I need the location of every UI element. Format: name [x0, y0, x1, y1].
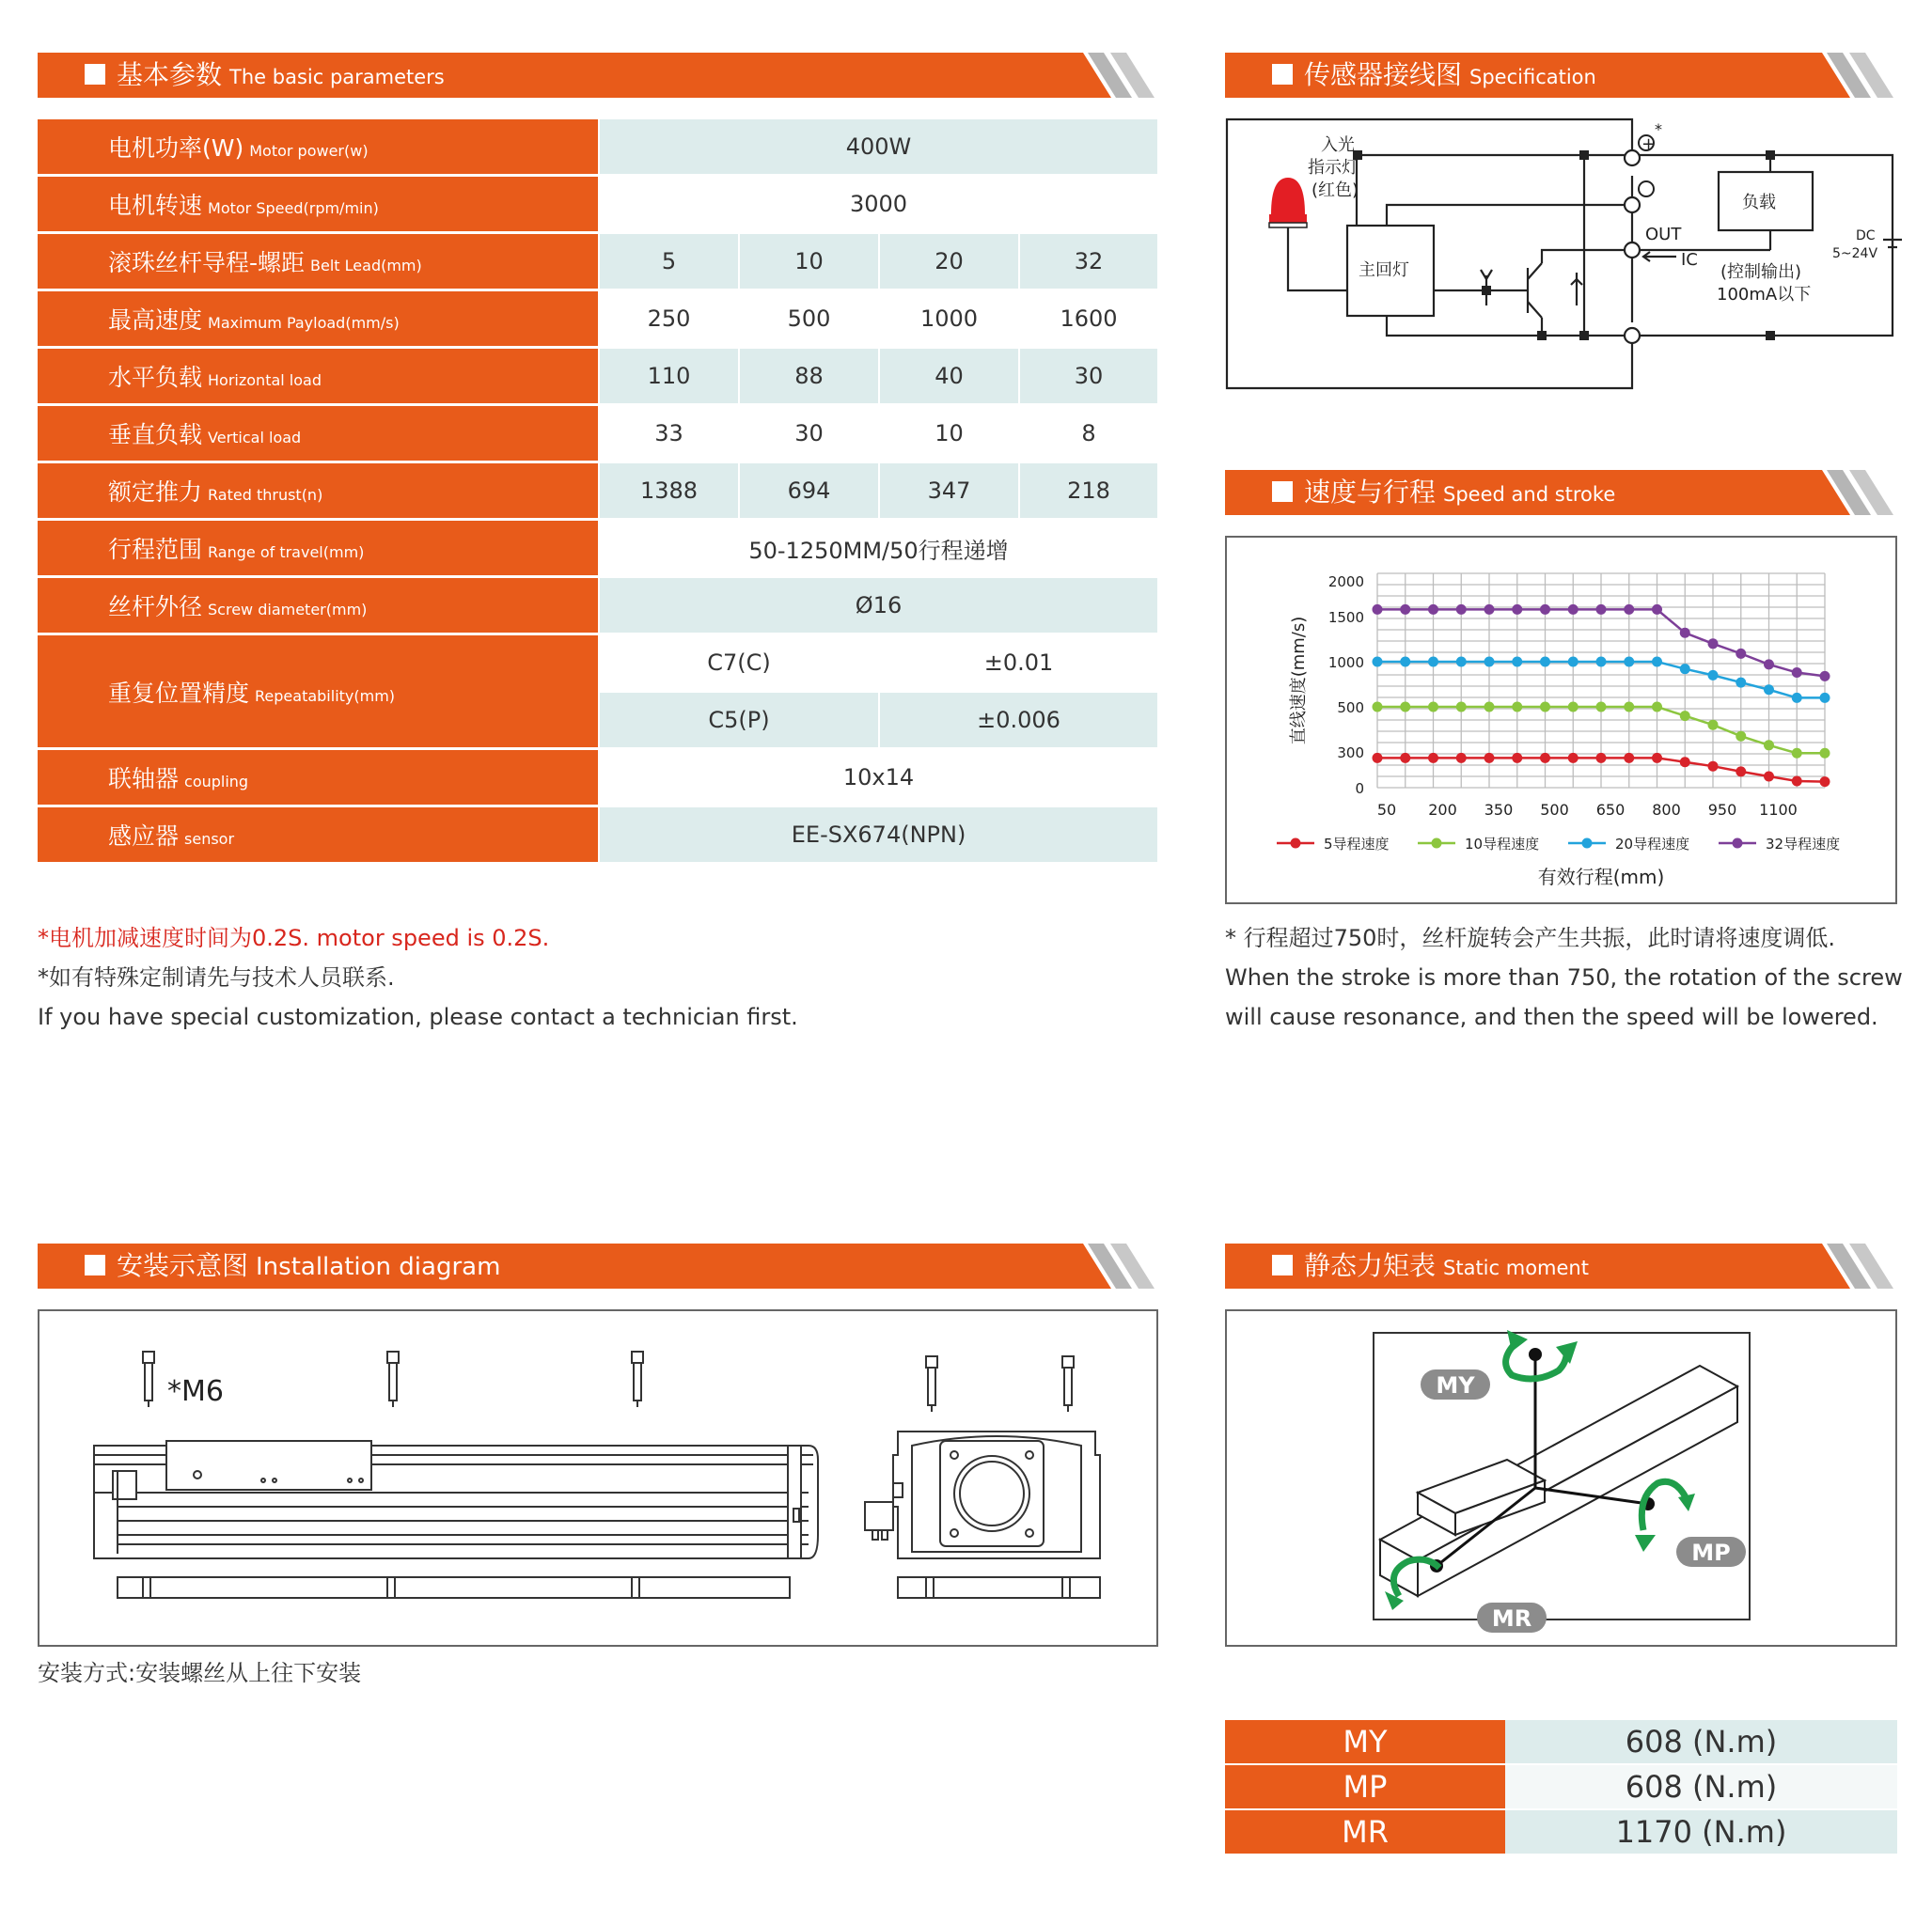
out-label: OUT: [1645, 225, 1682, 244]
data-point: [1596, 657, 1607, 667]
speed-stroke-chart: [1225, 536, 1897, 904]
param-row-sensor: [38, 806, 1158, 864]
section-title-zh: 静态力矩表: [1304, 1250, 1437, 1281]
data-point: [1373, 604, 1383, 615]
header-square-icon: [1272, 64, 1293, 85]
moment-value: 1170 (N.m): [1505, 1809, 1897, 1854]
x-tick-label: 650: [1595, 801, 1626, 819]
actuator-side-view: [94, 1441, 818, 1598]
section-header-sensor: [1225, 53, 1897, 98]
param-value: 10x14: [599, 749, 1158, 806]
param-row-lead: [38, 233, 1158, 290]
sensor-wiring-diagram: [1225, 117, 1902, 399]
data-point: [1540, 753, 1550, 763]
data-point: [1512, 702, 1522, 712]
section-title-en: Installation diagram: [256, 1253, 501, 1281]
data-point: [1596, 604, 1607, 615]
note-line: If you have special customization, please contact a technician first.: [38, 1004, 798, 1030]
param-label-zh: 额定推力: [108, 478, 203, 506]
legend-swatch-dot: [1291, 838, 1301, 849]
param-label-zh: 电机转速: [108, 192, 203, 219]
data-point: [1484, 604, 1495, 615]
param-label-zh: 滚珠丝杆导程-螺距: [108, 249, 306, 276]
param-label-zh: 丝杆外径: [108, 593, 203, 620]
param-label-en: Horizontal load: [208, 371, 322, 389]
data-point: [1456, 604, 1467, 615]
data-point: [1373, 753, 1383, 763]
x-tick-label: 200: [1428, 801, 1457, 819]
param-value: 10: [739, 233, 879, 290]
lamp-icon: [1269, 178, 1307, 227]
data-point: [1484, 702, 1495, 712]
data-point: [1540, 702, 1550, 712]
data-point: [1400, 753, 1410, 763]
ic-label: IC: [1681, 250, 1698, 270]
y-tick-label: 0: [1355, 780, 1364, 797]
note-line: will cause resonance, and then the speed will be lowered.: [1225, 1004, 1878, 1030]
param-value: 32: [1019, 233, 1158, 290]
data-point: [1764, 684, 1774, 695]
param-value: 50-1250MM/50行程递增: [599, 520, 1158, 577]
data-point: [1568, 753, 1579, 763]
static-moment-diagram: [1225, 1309, 1897, 1647]
data-point: [1792, 748, 1802, 759]
param-row-screw-diameter: [38, 577, 1158, 634]
param-label-zh: 最高速度: [108, 306, 203, 334]
data-point: [1736, 731, 1746, 742]
screw-icon: [1062, 1356, 1074, 1412]
param-value: 20: [879, 233, 1019, 290]
mp-badge-label: MP: [1691, 1540, 1731, 1566]
data-point: [1652, 702, 1662, 712]
y-tick-label: 1500: [1327, 609, 1364, 626]
lamp-label-3: (红色): [1312, 180, 1359, 200]
data-point: [1680, 757, 1690, 767]
star-symbol: *: [1655, 120, 1662, 138]
section-title-en: Specification: [1469, 66, 1596, 88]
screw-icon: [143, 1352, 154, 1407]
data-point: [1512, 604, 1522, 615]
param-value: Ø16: [599, 577, 1158, 634]
param-row-travel: [38, 520, 1158, 577]
section-title-zh: 速度与行程: [1304, 477, 1437, 508]
param-row-rated-thrust: [38, 462, 1158, 520]
param-label-zh: 行程范围: [108, 536, 203, 563]
data-point: [1736, 649, 1746, 659]
x-tick-label: 1100: [1759, 801, 1798, 819]
param-value: 1000: [879, 290, 1019, 348]
param-value: 30: [1019, 348, 1158, 405]
data-point: [1624, 753, 1634, 763]
data-point: [1708, 638, 1719, 649]
section-title-en: Speed and stroke: [1443, 483, 1616, 506]
data-point: [1428, 604, 1438, 615]
my-badge-label: MY: [1436, 1372, 1475, 1399]
param-row-max-speed: [38, 290, 1158, 348]
main-lamp-label: 主回灯: [1359, 260, 1409, 280]
mr-badge-label: MR: [1491, 1605, 1532, 1632]
data-point: [1596, 753, 1607, 763]
data-point: [1484, 753, 1495, 763]
lamp-label-2: 指示灯: [1308, 158, 1359, 178]
data-point: [1736, 678, 1746, 688]
param-row-vertical-load: [38, 405, 1158, 462]
moment-value: 608 (N.m): [1505, 1764, 1897, 1809]
data-point: [1568, 702, 1579, 712]
legend-entry: 10导程速度: [1465, 836, 1540, 853]
header-square-icon: [1272, 481, 1293, 502]
data-point: [1400, 702, 1410, 712]
param-label-en: Belt Lead(mm): [310, 257, 422, 274]
param-row-coupling: [38, 749, 1158, 806]
param-value: 8: [1019, 405, 1158, 462]
x-tick-label: 500: [1540, 801, 1569, 819]
data-point: [1764, 659, 1774, 669]
data-point: [1708, 720, 1719, 730]
data-point: [1708, 761, 1719, 772]
static-moment-table: [1225, 1720, 1897, 1855]
section-header-static: [1225, 1244, 1897, 1289]
note-line: * 行程超过750时，丝杆旋转会产生共振，此时请将速度调低.: [1225, 925, 1836, 951]
param-label-en: Rated thrust(n): [208, 486, 323, 504]
data-point: [1540, 604, 1550, 615]
data-point: [1708, 670, 1719, 681]
basic-parameters-table: [38, 119, 1159, 865]
param-value: 33: [599, 405, 739, 462]
param-value: ±0.006: [879, 692, 1158, 749]
note-line: When the stroke is more than 750, the rotation of the screw: [1225, 964, 1903, 991]
data-point: [1568, 604, 1579, 615]
moment-row: [1225, 1764, 1897, 1809]
param-value: 40: [879, 348, 1019, 405]
param-label-zh: 垂直负载: [108, 421, 203, 448]
data-point: [1652, 604, 1662, 615]
x-tick-label: 950: [1707, 801, 1737, 819]
param-value: C7(C): [599, 634, 879, 692]
data-point: [1373, 702, 1383, 712]
param-value: 400W: [599, 119, 1158, 176]
data-point: [1820, 776, 1830, 787]
param-label-en: Motor power(w): [249, 142, 369, 160]
param-value: EE-SX674(NPN): [599, 806, 1158, 864]
param-value: 110: [599, 348, 739, 405]
param-label-zh: 联轴器: [108, 765, 180, 792]
param-label-en: Motor Speed(rpm/min): [208, 199, 379, 217]
param-label-en: Repeatability(mm): [255, 686, 396, 705]
moment-key: MP: [1225, 1764, 1505, 1809]
data-point: [1596, 702, 1607, 712]
ctrl-current-label: 100mA以下: [1717, 285, 1812, 305]
data-point: [1680, 628, 1690, 638]
y-tick-label: 500: [1337, 699, 1364, 716]
x-tick-label: 50: [1376, 801, 1397, 819]
data-point: [1456, 657, 1467, 667]
param-value: 1600: [1019, 290, 1158, 348]
y-tick-label: 2000: [1327, 573, 1364, 590]
plus-symbol: +: [1641, 134, 1657, 154]
header-square-icon: [1272, 1255, 1293, 1275]
header-square-icon: [85, 64, 105, 85]
param-value: ±0.01: [879, 634, 1158, 692]
legend-swatch-dot: [1733, 838, 1743, 849]
data-point: [1400, 657, 1410, 667]
legend-swatch-dot: [1432, 838, 1442, 849]
data-point: [1512, 753, 1522, 763]
screw-icon: [926, 1356, 937, 1412]
data-point: [1792, 667, 1802, 678]
data-point: [1820, 693, 1830, 703]
ctrl-output-label: (控制输出): [1720, 262, 1802, 282]
section-title-en: Static moment: [1443, 1257, 1589, 1279]
moment-row: [1225, 1809, 1897, 1854]
section-header-speed: [1225, 470, 1897, 515]
param-value: 218: [1019, 462, 1158, 520]
screw-icon: [632, 1352, 643, 1407]
data-point: [1428, 753, 1438, 763]
data-point: [1512, 657, 1522, 667]
param-label-en: coupling: [184, 773, 249, 790]
section-header-install: [38, 1244, 1158, 1289]
x-tick-label: 350: [1484, 801, 1514, 819]
param-label-en: Range of travel(mm): [208, 543, 365, 561]
section-header-basic: [38, 53, 1158, 98]
legend-swatch-dot: [1582, 838, 1593, 849]
screw-icon: [387, 1352, 399, 1407]
data-point: [1484, 657, 1495, 667]
data-point: [1736, 766, 1746, 776]
param-label-en: Maximum Payload(mm/s): [208, 314, 400, 332]
data-point: [1456, 702, 1467, 712]
moment-value: 608 (N.m): [1505, 1720, 1897, 1764]
x-tick-label: 800: [1652, 801, 1681, 819]
data-point: [1624, 702, 1634, 712]
y-axis-label: 直线速度(mm/s): [1289, 616, 1309, 745]
param-value: 500: [739, 290, 879, 348]
data-point: [1428, 702, 1438, 712]
dc-label: DC: [1856, 228, 1876, 243]
y-tick-label: 300: [1337, 744, 1364, 761]
param-label-zh: 感应器: [108, 822, 180, 850]
param-label-en: Vertical load: [208, 429, 302, 446]
moment-row: [1225, 1720, 1897, 1764]
param-label-en: sensor: [184, 830, 235, 848]
legend-entry: 20导程速度: [1615, 836, 1690, 853]
dc-voltage-label: 5~24V: [1832, 246, 1878, 261]
data-point: [1792, 693, 1802, 703]
data-point: [1820, 671, 1830, 681]
data-point: [1400, 604, 1410, 615]
param-row-motor-speed: [38, 176, 1158, 233]
notes-left: [38, 918, 798, 1037]
data-point: [1624, 604, 1634, 615]
data-point: [1680, 664, 1690, 674]
legend-entry: 5导程速度: [1324, 836, 1390, 853]
param-value: 694: [739, 462, 879, 520]
param-value: 3000: [599, 176, 1158, 233]
param-value: 1388: [599, 462, 739, 520]
x-axis-label: 有效行程(mm): [1537, 866, 1665, 888]
section-title-en: The basic parameters: [229, 66, 445, 88]
param-label-zh: 电机功率(W): [108, 134, 244, 162]
data-point: [1820, 748, 1830, 759]
param-value: 5: [599, 233, 739, 290]
data-point: [1428, 657, 1438, 667]
data-point: [1568, 657, 1579, 667]
moment-key: MR: [1225, 1809, 1505, 1854]
moment-key: MY: [1225, 1720, 1505, 1764]
data-point: [1792, 776, 1802, 787]
data-point: [1540, 657, 1550, 667]
notes-right: [1225, 918, 1903, 1037]
param-value: 30: [739, 405, 879, 462]
actuator-end-view: [865, 1432, 1100, 1598]
note-red: *电机加减速度时间为0.2S. motor speed is 0.2S.: [38, 925, 550, 951]
data-point: [1680, 711, 1690, 721]
section-title-zh: 安装示意图: [117, 1250, 249, 1281]
param-label-en: Screw diameter(mm): [208, 601, 368, 618]
header-square-icon: [85, 1255, 105, 1275]
param-label-zh: 重复位置精度: [108, 679, 250, 707]
param-value: 347: [879, 462, 1019, 520]
load-label: 负载: [1742, 193, 1776, 212]
data-point: [1373, 657, 1383, 667]
note-line: *如有特殊定制请先与技术人员联系.: [38, 964, 395, 991]
param-value: C5(P): [599, 692, 879, 749]
param-row-motor-power: [38, 119, 1158, 176]
param-value: 10: [879, 405, 1019, 462]
param-value: 88: [739, 348, 879, 405]
bolt-label: *M6: [167, 1375, 224, 1408]
data-point: [1764, 740, 1774, 750]
section-title-zh: 传感器接线图: [1304, 59, 1463, 90]
data-point: [1764, 771, 1774, 781]
section-title-zh: 基本参数: [117, 59, 223, 90]
installation-diagram: [38, 1309, 1158, 1647]
legend-entry: 32导程速度: [1766, 836, 1841, 853]
data-point: [1652, 657, 1662, 667]
param-label-zh: 水平负载: [108, 364, 203, 391]
param-row-repeatability: [38, 634, 1158, 692]
y-tick-label: 1000: [1327, 654, 1364, 671]
data-point: [1456, 753, 1467, 763]
lamp-label-1: 入光: [1321, 135, 1355, 155]
param-row-horizontal-load: [38, 348, 1158, 405]
param-value: 250: [599, 290, 739, 348]
data-point: [1652, 753, 1662, 763]
install-method-note: 安装方式:安装螺丝从上往下安装: [38, 1660, 362, 1686]
data-point: [1624, 657, 1634, 667]
